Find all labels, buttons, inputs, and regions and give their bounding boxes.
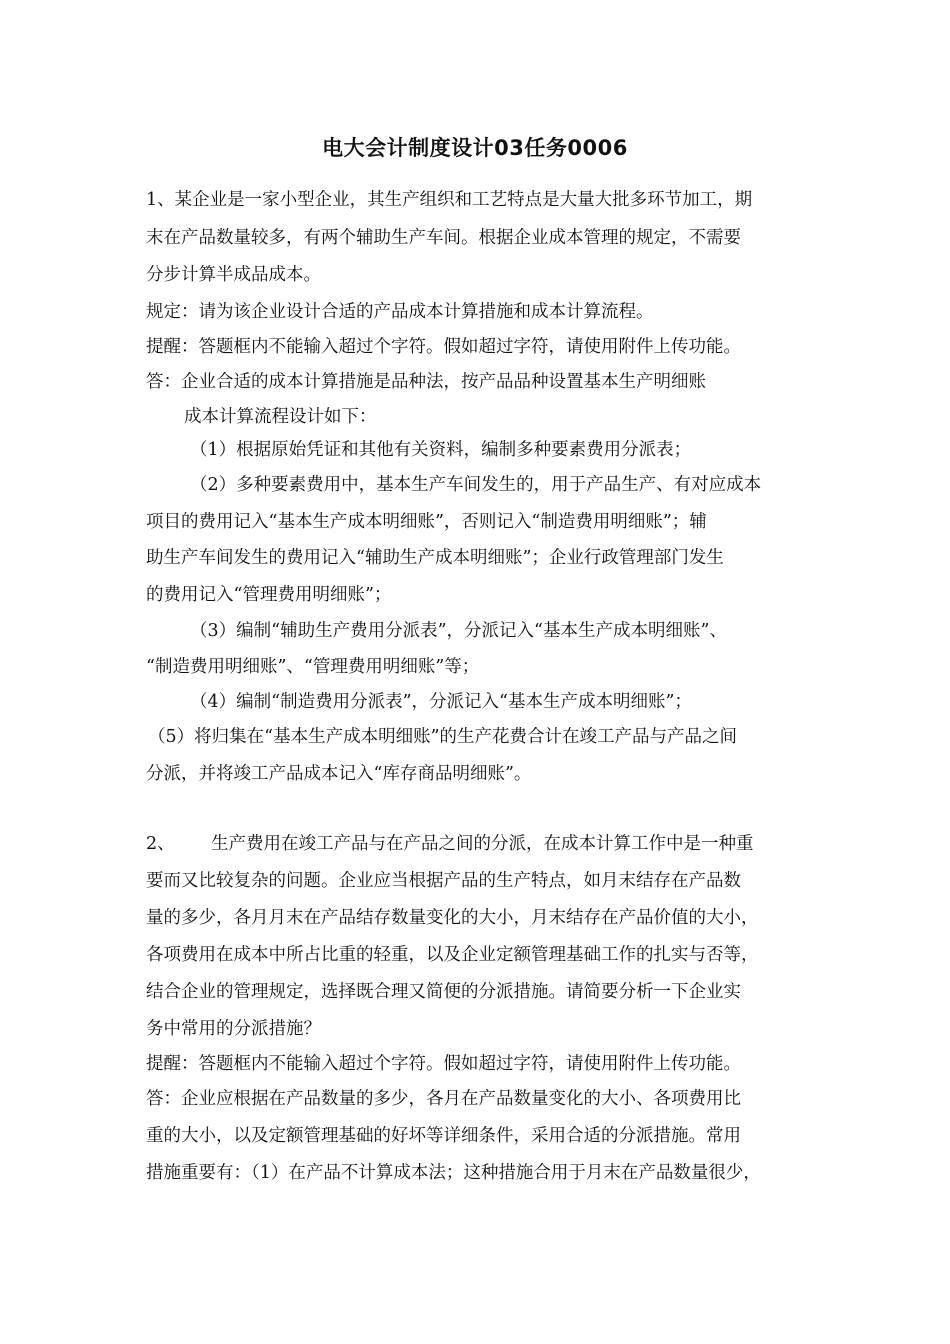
q1-line-1: 1、某企业是一家小型企业，其生产组织和工艺特点是大量大批多环节加工，期 <box>146 190 753 210</box>
q1-step-5-line-2: 分派，并将竣工产品成本记入“库存商品明细账”。 <box>146 764 532 784</box>
q2-line-4: 各项费用在成本中所占比重的轻重，以及企业定额管理基础工作的扎实与否等， <box>146 945 759 965</box>
q2-reminder: 提醒：答题框内不能输入超过个字符。假如超过字符，请使用附件上传功能。 <box>146 1054 741 1074</box>
q2-line-6: 务中常用的分派措施？ <box>146 1019 321 1039</box>
q2-line-3: 量的多少，各月月末在产品结存数量变化的大小，月末结存在产品价值的大小， <box>146 908 759 928</box>
q2-line-2: 要而又比较复杂的问题。企业应当根据产品的生产特点，如月末结存在产品数 <box>146 871 741 891</box>
q1-step-2-line-1: （2）多种要素费用中，基本生产车间发生的，用于产品生产、有对应成本 <box>190 475 762 495</box>
q1-answer-line-1: 答：企业合适的成本计算措施是品种法，按产品品种设置基本生产明细账 <box>146 372 706 392</box>
q1-step-4: （4）编制“制造费用分派表”，分派记入“基本生产成本明细账”； <box>190 692 692 712</box>
q1-step-2-line-2: 项目的费用记入“基本生产成本明细账”，否则记入“制造费用明细账”；辅 <box>146 512 707 532</box>
q2-line-1: 生产费用在竣工产品与在产品之间的分派，在成本计算工作中是一种重 <box>211 834 754 854</box>
q1-step-2-line-3: 助生产车间发生的费用记入“辅助生产成本明细账”；企业行政管理部门发生 <box>146 548 724 568</box>
q2-answer-line-1: 答：企业应根据在产品数量的多少，各月在产品数量变化的大小、各项费用比 <box>146 1089 741 1109</box>
document-title: 电大会计制度设计03任务0006 <box>322 136 628 160</box>
q1-requirement: 规定：请为该企业设计合适的产品成本计算措施和成本计算流程。 <box>146 302 654 322</box>
q1-step-3-line-2: “制造费用明细账”、“管理费用明细账”等； <box>146 657 480 677</box>
q1-step-3-line-1: （3）编制“辅助生产费用分派表”，分派记入“基本生产成本明细账”、 <box>190 621 727 641</box>
q1-step-5-line-1: （5）将归集在“基本生产成本明细账”的生产花费合计在竣工产品与产品之间 <box>148 727 738 747</box>
q2-number: 2、 <box>146 834 175 854</box>
q1-step-1: （1）根据原始凭证和其他有关资料，编制多种要素费用分派表； <box>190 440 692 460</box>
q1-line-2: 末在产品数量较多，有两个辅助生产车间。根据企业成本管理的规定，不需要 <box>146 228 741 248</box>
q1-reminder: 提醒：答题框内不能输入超过个字符。假如超过字符，请使用附件上传功能。 <box>146 337 741 357</box>
q2-answer-line-3: 措施重要有：（1）在产品不计算成本法；这种措施合用于月末在产品数量很少， <box>146 1163 761 1183</box>
q2-line-5: 结合企业的管理规定，选择既合理又简便的分派措施。请简要分析一下企业实 <box>146 982 741 1002</box>
q1-line-3: 分步计算半成品成本。 <box>146 265 321 285</box>
q2-answer-line-2: 重的大小，以及定额管理基础的好坏等详细条件，采用合适的分派措施。常用 <box>146 1126 741 1146</box>
q1-step-2-line-4: 的费用记入“管理费用明细账”； <box>146 585 392 605</box>
q1-answer-line-2: 成本计算流程设计如下： <box>184 407 377 427</box>
